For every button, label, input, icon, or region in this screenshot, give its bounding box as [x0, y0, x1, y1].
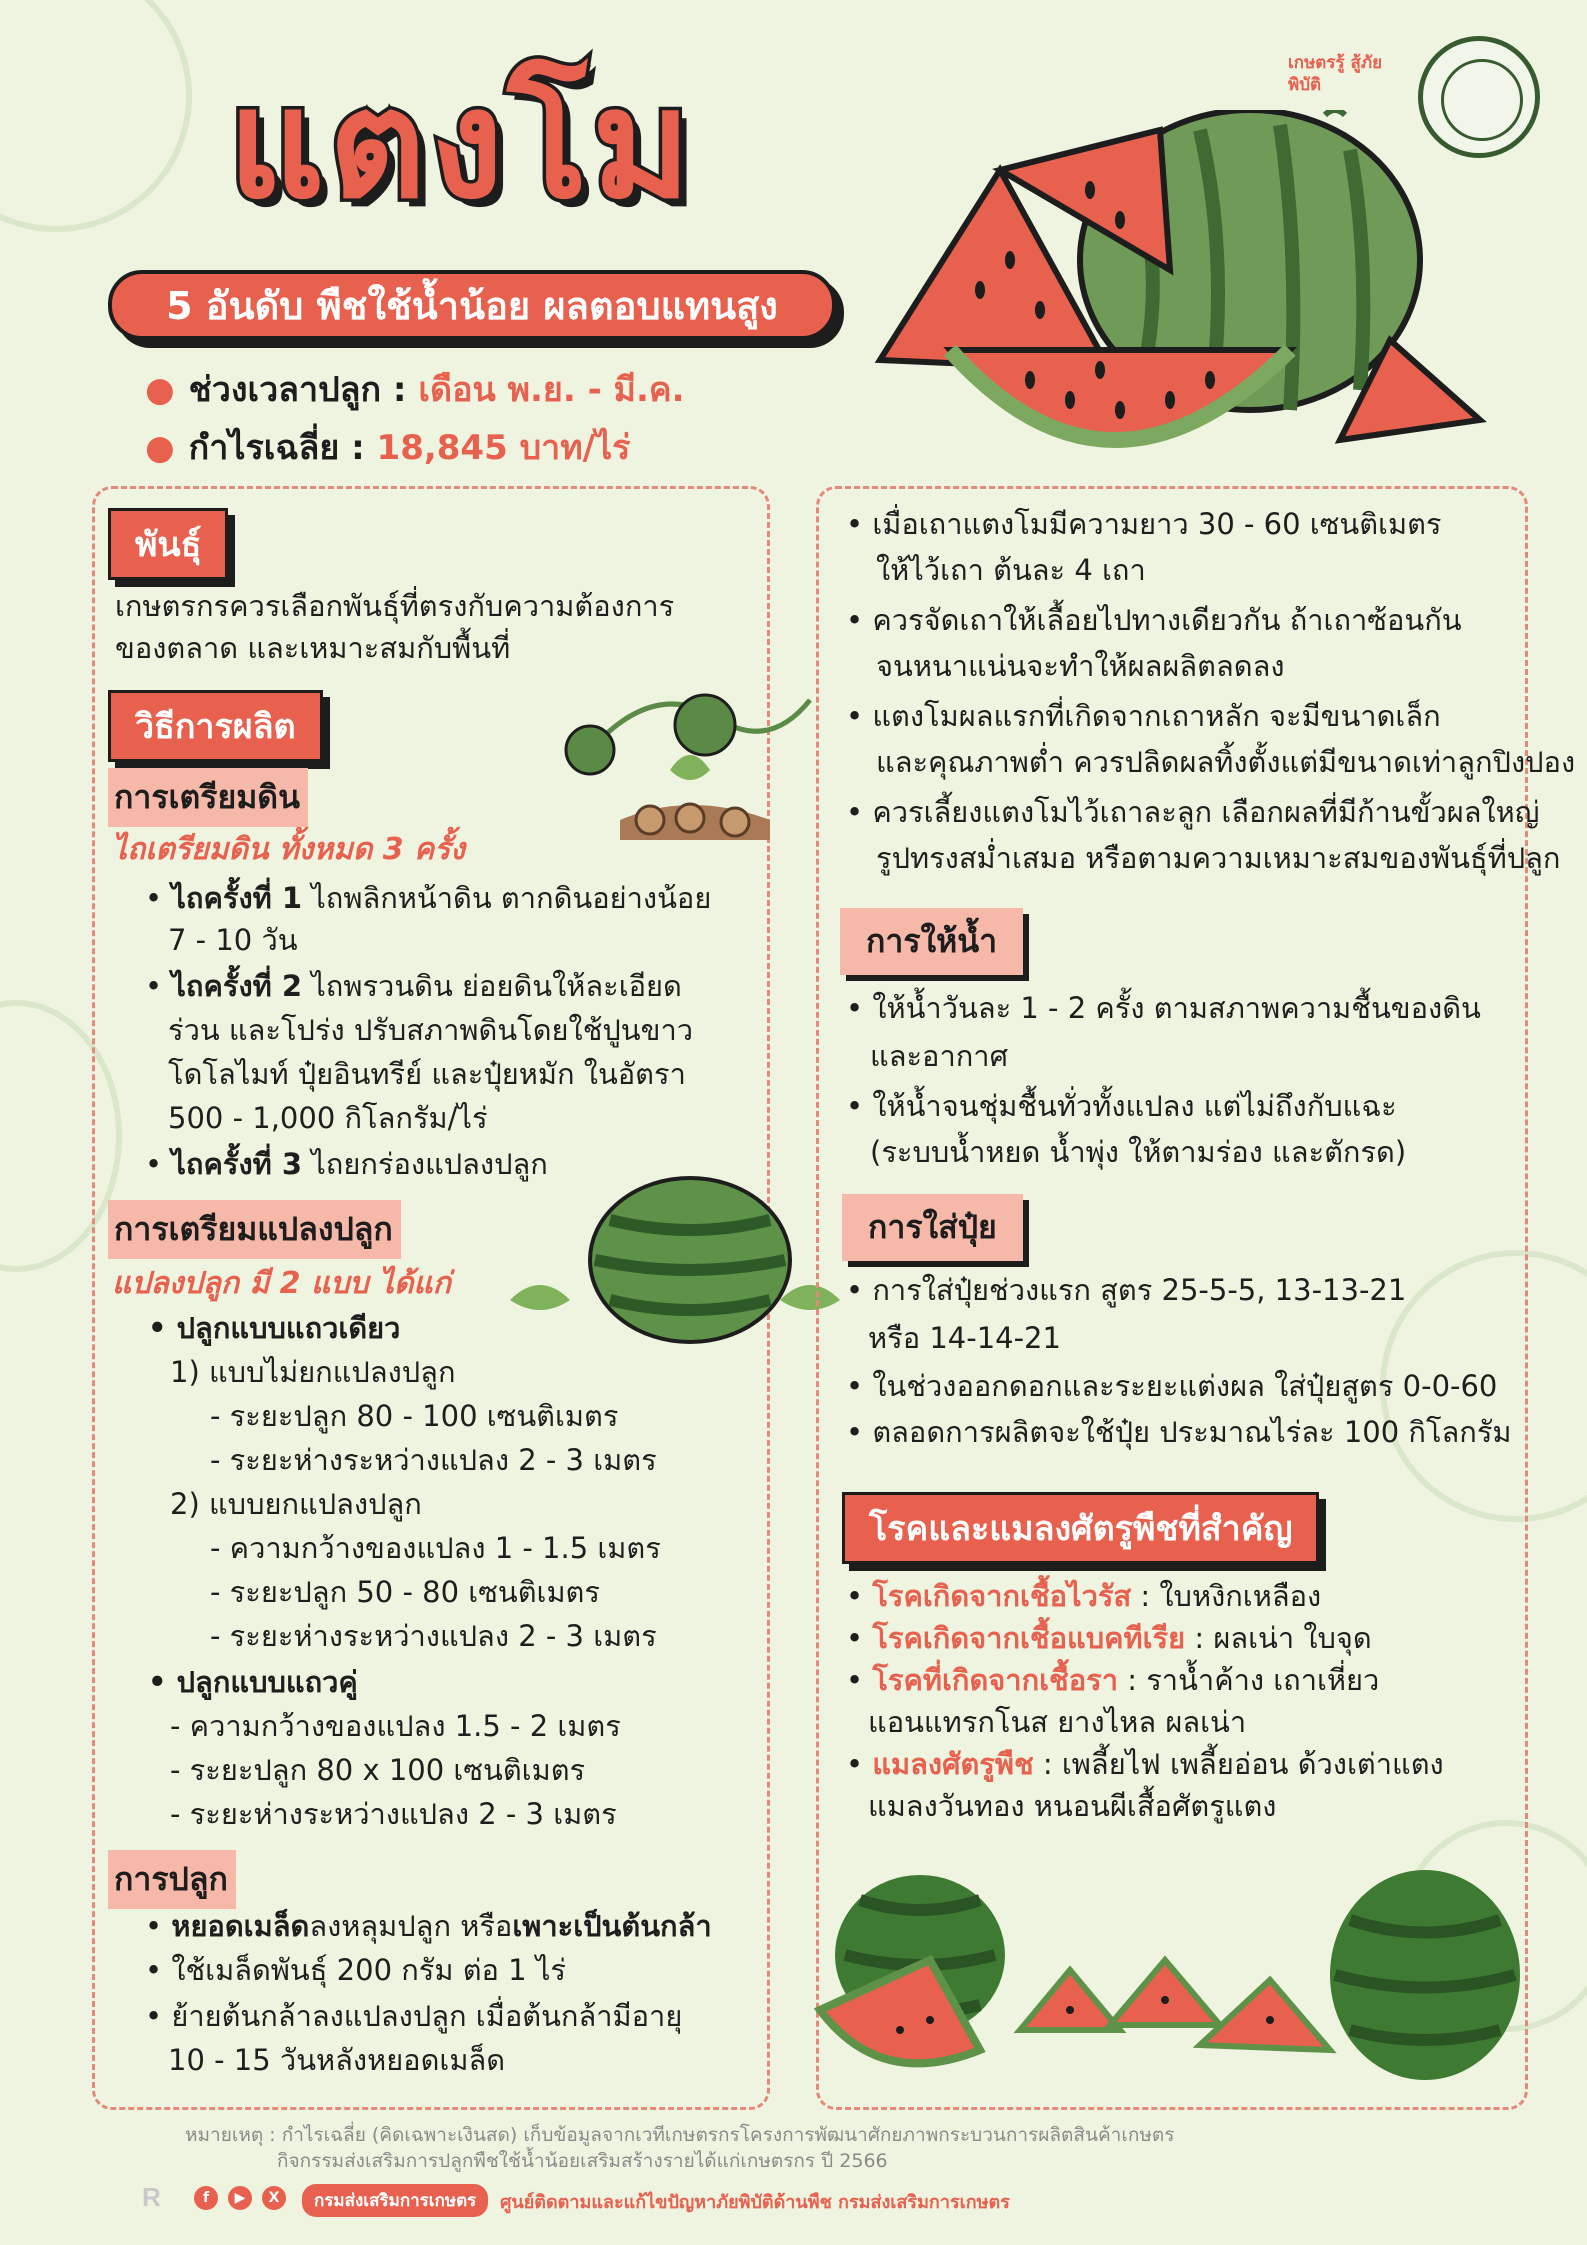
planting-step-2: • ใช้เมล็ดพันธุ์ 200 กรัม ต่อ 1 ไร่: [145, 1953, 566, 1987]
insect-pests-cont: แมลงวันทอง หนอนผีเสื้อศัตรูแตง: [868, 1789, 1277, 1823]
double-row-a: - ความกว้างของแปลง 1.5 - 2 เมตร: [170, 1709, 621, 1743]
method-label: วิธีการผลิต: [108, 690, 323, 762]
water-bullet-1-cont: และอากาศ: [870, 1039, 1008, 1073]
soil-step-1-cont: 7 - 10 วัน: [168, 923, 298, 957]
planting-time: ● ช่วงเวลาปลูก : เดือน พ.ย. - มี.ค.: [145, 370, 685, 410]
fungus-disease: • โรคที่เกิดจากเชื้อรา : ราน้ำค้าง เถาเหี่ยว: [846, 1663, 1380, 1697]
vine-bullet-1: • เมื่อเถาแตงโมมีความยาว 30 - 60 เซนติเมตร: [846, 507, 1442, 541]
virus-disease: • โรคเกิดจากเชื้อไวรัส : ใบหงิกเหลือง: [846, 1579, 1322, 1613]
vine-bullet-1-cont: ให้ไว้เถา ต้นละ 4 เถา: [876, 553, 1146, 587]
bed-type-2-a: - ความกว้างของแปลง 1 - 1.5 เมตร: [210, 1531, 661, 1565]
bed-label: การเตรียมแปลงปลูก: [108, 1200, 401, 1259]
vine-bullet-2-cont: จนหนาแน่นจะทำให้ผลผลิตลดลง: [876, 649, 1285, 683]
brand-logo: R: [142, 2182, 161, 2212]
bed-type-2-b: - ระยะปลูก 50 - 80 เซนติเมตร: [210, 1575, 600, 1609]
fert-bullet-1-cont: หรือ 14-14-21: [868, 1321, 1061, 1355]
fungus-disease-cont: แอนแทรกโนส ยางไหล ผลเน่า: [868, 1705, 1247, 1739]
average-profit: ● กำไรเฉลี่ย : 18,845 บาท/ไร่: [145, 428, 631, 468]
planting-label: การปลูก: [108, 1850, 236, 1909]
facebook-icon[interactable]: f: [194, 2186, 218, 2210]
x-icon[interactable]: X: [262, 2186, 286, 2210]
subtitle-banner: 5 อันดับ พืชใช้น้ำน้อย ผลตอบแทนสูง: [108, 270, 836, 340]
soil-step-1: • ไถครั้งที่ 1 ไถพลิกหน้าดิน ตากดินอย่างน้อย: [145, 881, 712, 915]
water-bullet-2-cont: (ระบบน้ำหยด น้ำพุ่ง ให้ตามร่อง และตักรด): [870, 1135, 1407, 1169]
double-row-b: - ระยะปลูก 80 x 100 เซนติเมตร: [170, 1753, 586, 1787]
footer-note-2: กิจกรรมส่งเสริมการปลูกพืชใช้น้ำน้อยเสริมสร้างรายได้แก่เกษตรกร ปี 2566: [277, 2150, 888, 2172]
vine-bullet-4: • ควรเลี้ยงแตงโมไว้เถาละลูก เลือกผลที่มีก้านขั้วผลใหญ่: [846, 795, 1540, 829]
doae-pill: กรมส่งเสริมการเกษตร: [302, 2184, 488, 2217]
bed-type-1-a: - ระยะปลูก 80 - 100 เซนติเมตร: [210, 1399, 619, 1433]
logo-kaset: เกษตรรู้ สู้ภัยพิบัติ: [1288, 53, 1383, 95]
variety-label: พันธุ์: [108, 508, 228, 580]
vine-illustration: [560, 660, 840, 860]
fert-bullet-1: • การใส่ปุ๋ยช่วงแรก สูตร 25-5-5, 13-13-21: [846, 1273, 1407, 1307]
variety-line-1: เกษตรกรควรเลือกพันธุ์ที่ตรงกับความต้องการ: [115, 589, 675, 623]
variety-line-2: ของตลาด และเหมาะสมกับพื้นที่: [115, 631, 511, 665]
fert-label: การใส่ปุ๋ย: [842, 1194, 1023, 1261]
bg-watermelon-outline: [0, 0, 192, 232]
vine-bullet-3: • แตงโมผลแรกที่เกิดจากเถาหลัก จะมีขนาดเล็ก: [846, 699, 1441, 733]
youtube-icon[interactable]: ▶: [228, 2186, 252, 2210]
footer-center: ศูนย์ติดตามและแก้ไขปัญหาภัยพิบัติด้านพืช กรมส่งเสริมการเกษตร: [500, 2192, 1010, 2213]
planting-step-1: • หยอดเมล็ดลงหลุมปลูก หรือเพาะเป็นต้นกล้า: [145, 1909, 712, 1943]
water-bullet-2: • ให้น้ำจนชุ่มชื้นทั่วทั้งแปลง แต่ไม่ถึงกับแฉะ: [846, 1089, 1397, 1123]
page-title: แตงโม: [228, 58, 695, 232]
round-watermelon-illustration: [490, 1170, 850, 1370]
double-row-c: - ระยะห่างระหว่างแปลง 2 - 3 เมตร: [170, 1797, 617, 1831]
bacteria-disease: • โรคเกิดจากเชื้อแบคทีเรีย : ผลเน่า ใบจุด: [846, 1621, 1372, 1655]
soil-step-2-cont-1: ร่วน และโปร่ง ปรับสภาพดินโดยใช้ปูนขาว: [168, 1013, 694, 1047]
watermelon-illustration: [870, 110, 1490, 480]
vine-bullet-4-cont: รูปทรงสม่ำเสมอ หรือตามความเหมาะสมของพันธุ์ที่ปลูก: [876, 841, 1561, 875]
footer-note-1: หมายเหตุ : กำไรเฉลี่ย (คิดเฉพาะเงินสด) เก็บข้อมูลจากเวทีเกษตรกรโครงการพัฒนาศักยภาพกระบวนการผลิตสินค้าเกษตร: [185, 2124, 1175, 2146]
soil-label: การเตรียมดิน: [108, 768, 308, 827]
fert-bullet-2: • ในช่วงออกดอกและระยะแต่งผล ใส่ปุ๋ยสูตร 0-0-60: [846, 1369, 1498, 1403]
watermelon-slices-illustration: [810, 1860, 1530, 2100]
insect-pests: • แมลงศัตรูพืช : เพลี้ยไฟ เพลี้ยอ่อน ด้วงเต่าแตง: [846, 1747, 1444, 1781]
bed-type-2: 2) แบบยกแปลงปลูก: [170, 1487, 422, 1521]
single-row: • ปลูกแบบแถวเดียว: [148, 1311, 401, 1345]
bed-intro: แปลงปลูก มี 2 แบบ ได้แก่: [112, 1266, 451, 1301]
soil-step-3: • ไถครั้งที่ 3 ไถยกร่องแปลงปลูก: [145, 1147, 548, 1181]
water-label: การให้น้ำ: [840, 908, 1023, 975]
soil-step-2-cont-3: 500 - 1,000 กิโลกรัม/ไร่: [168, 1101, 488, 1135]
vine-bullet-2: • ควรจัดเถาให้เลื้อยไปทางเดียวกัน ถ้าเถาซ้อนกัน: [846, 603, 1462, 637]
water-bullet-1: • ให้น้ำวันละ 1 - 2 ครั้ง ตามสภาพความชื้นของดิน: [846, 991, 1481, 1025]
soil-step-2: • ไถครั้งที่ 2 ไถพรวนดิน ย่อยดินให้ละเอียด: [145, 969, 682, 1003]
fert-bullet-3: • ตลอดการผลิตจะใช้ปุ๋ย ประมาณไร่ละ 100 กิโลกรัม: [846, 1415, 1512, 1449]
vine-bullet-3-cont: และคุณภาพต่ำ ควรปลิดผลทิ้งตั้งแต่มีขนาดเท่าลูกปิงปอง: [876, 745, 1576, 779]
bed-type-2-c: - ระยะห่างระหว่างแปลง 2 - 3 เมตร: [210, 1619, 657, 1653]
bed-type-1-b: - ระยะห่างระหว่างแปลง 2 - 3 เมตร: [210, 1443, 657, 1477]
soil-step-2-cont-2: โดโลไมท์ ปุ๋ยอินทรีย์ และปุ๋ยหมัก ในอัตรา: [168, 1057, 686, 1091]
planting-step-3-cont: 10 - 15 วันหลังหยอดเมล็ด: [168, 2043, 506, 2077]
planting-step-3: • ย้ายต้นกล้าลงแปลงปลูก เมื่อต้นกล้ามีอายุ: [145, 1999, 683, 2033]
double-row: • ปลูกแบบแถวคู่: [148, 1665, 358, 1699]
soil-intro: ไถเตรียมดิน ทั้งหมด 3 ครั้ง: [112, 832, 465, 867]
pests-label: โรคและแมลงศัตรูพืชที่สำคัญ: [842, 1492, 1319, 1564]
bed-type-1: 1) แบบไม่ยกแปลงปลูก: [170, 1355, 456, 1389]
